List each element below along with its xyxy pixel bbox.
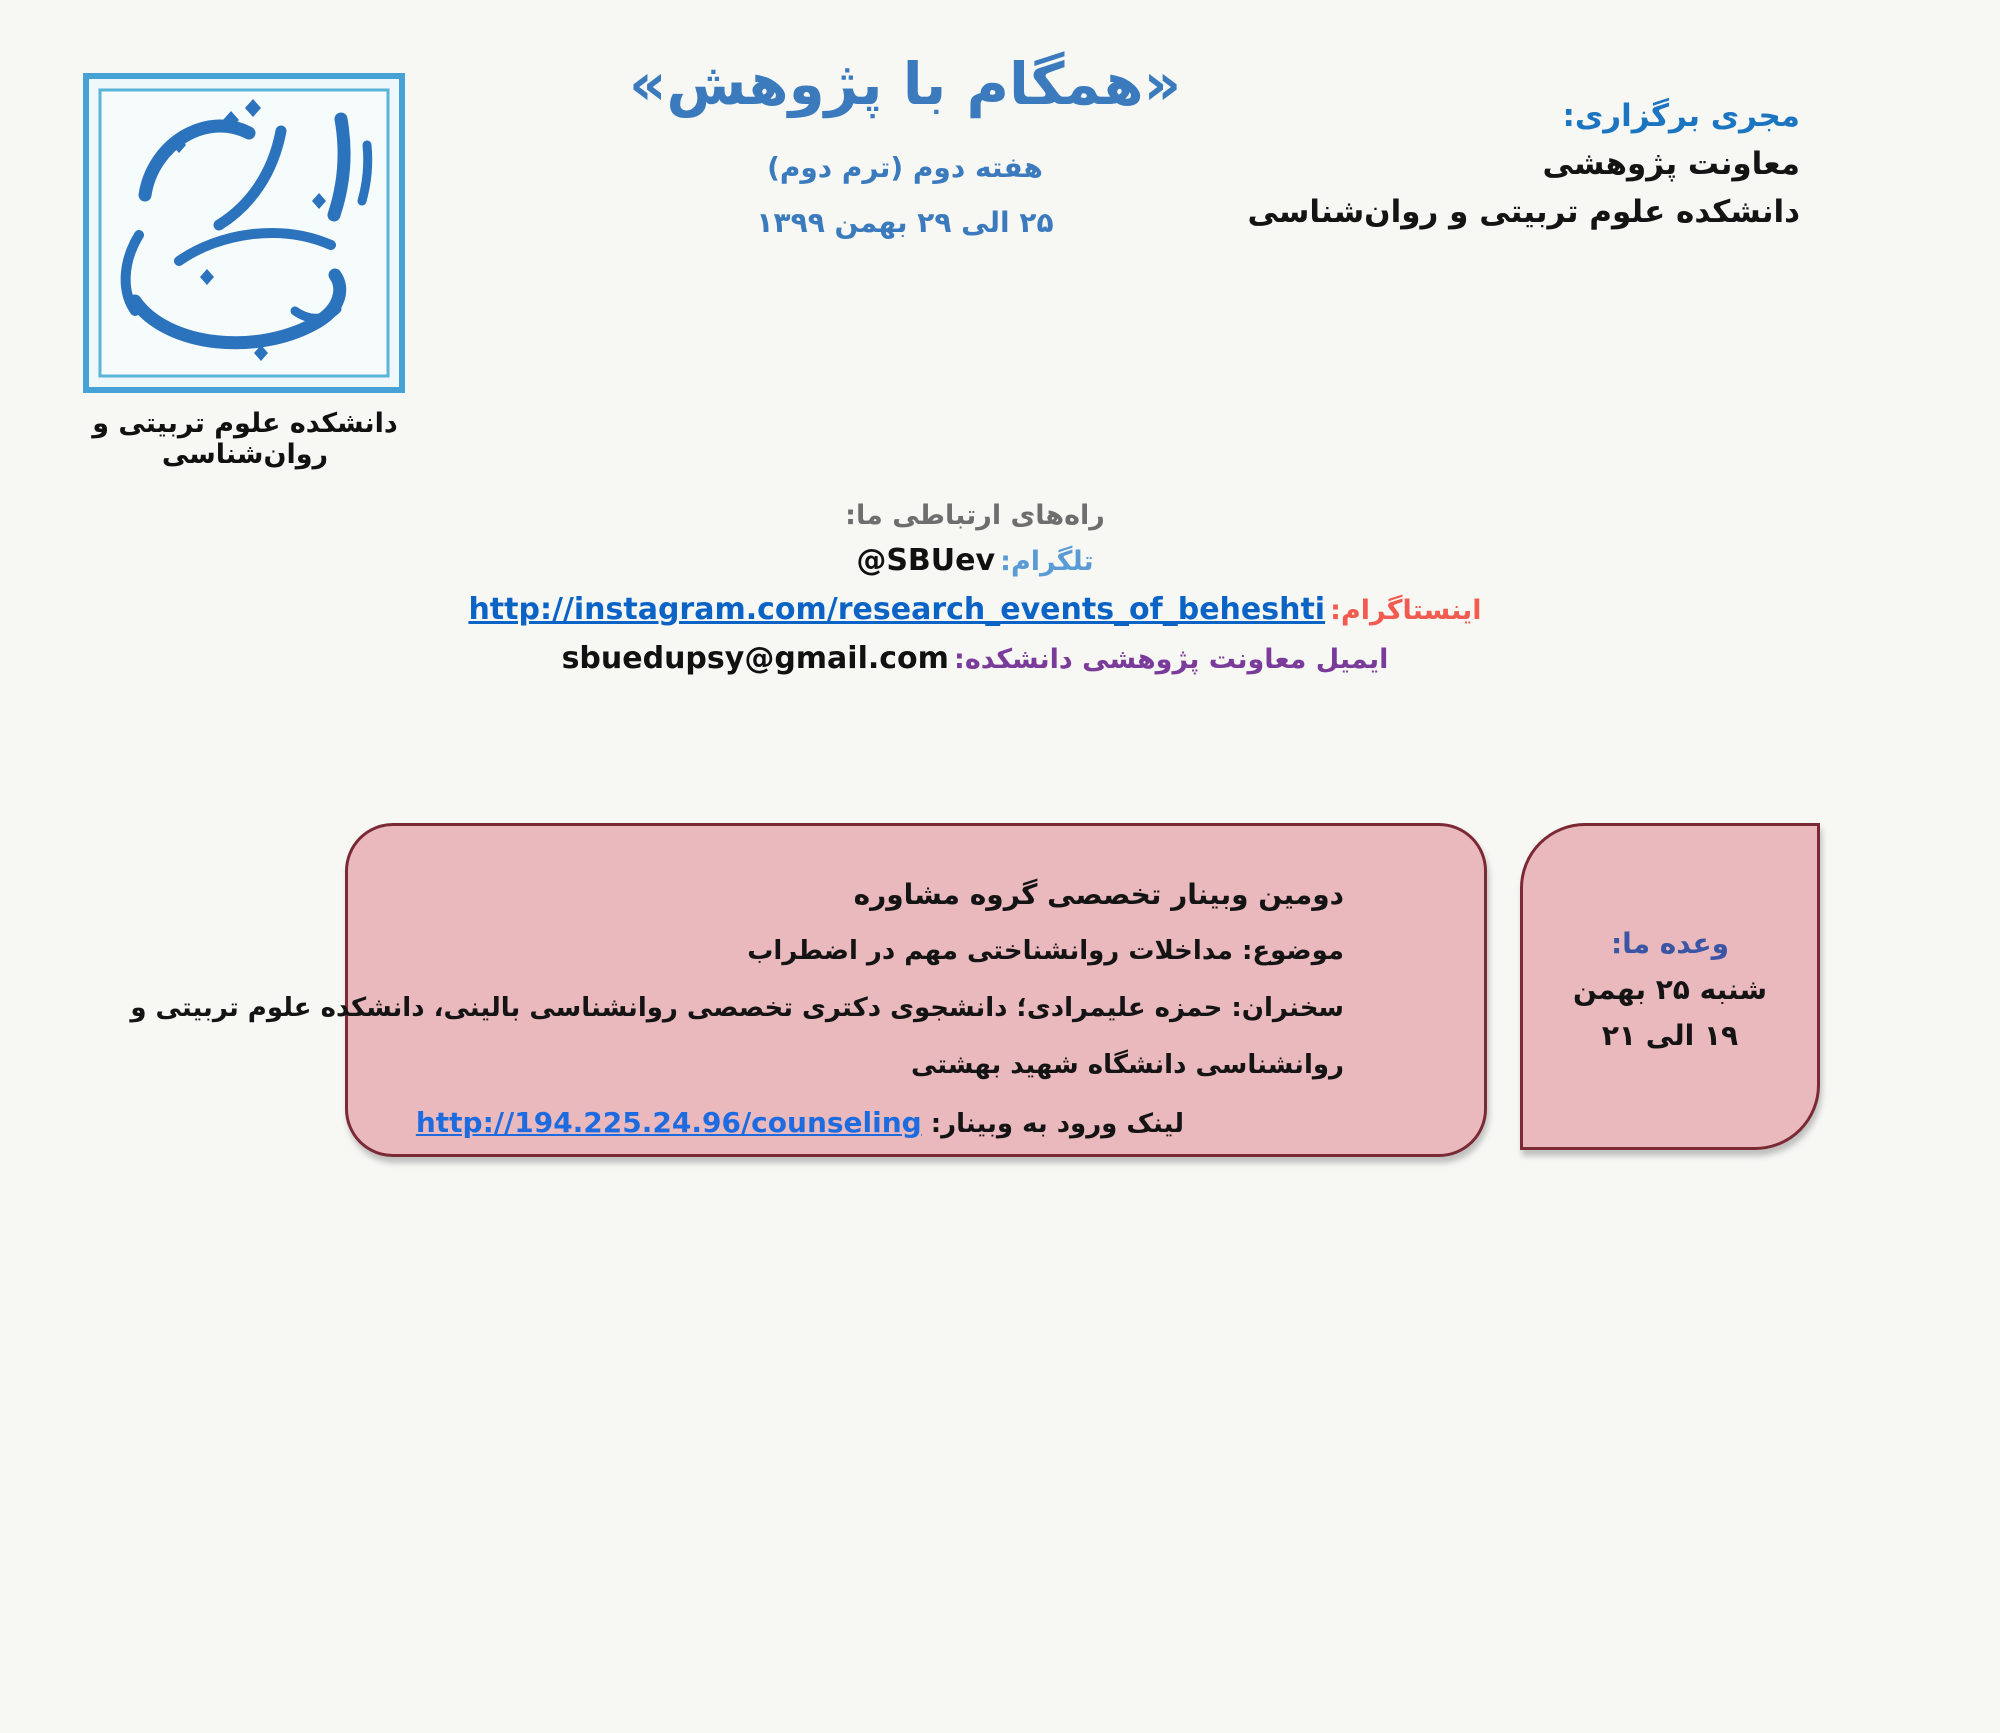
schedule-date: شنبه ۲۵ بهمن [1572, 972, 1768, 1006]
organizer-label: مجری برگزاری: [1562, 98, 1800, 134]
schedule-heading: وعده ما: [1610, 926, 1730, 960]
instagram-label: اینستاگرام: [1330, 595, 1482, 626]
university-logo [83, 73, 405, 393]
email-address: sbuedupsy@gmail.com [561, 641, 949, 676]
webinar-title: دومین وبینار تخصصی گروه مشاوره [853, 878, 1344, 911]
schedule-time: ۱۹ الی ۲۱ [1601, 1018, 1739, 1052]
webinar-link-line [388, 1094, 1344, 1153]
university-logo-graphic [83, 73, 405, 393]
email-label: ایمیل معاونت پژوهشی دانشکده: [954, 644, 1389, 675]
instagram-link[interactable]: http://instagram.com/research_events_of_beheshti [468, 592, 1326, 627]
contact-heading: راه‌های ارتباطی ما: [845, 500, 1105, 531]
organizer-line1: معاونت پژوهشی [1542, 146, 1800, 182]
organizer-line2: دانشکده علوم تربیتی و روان‌شناسی [1247, 194, 1800, 230]
page-title: «همگام با پژوهش» [628, 50, 1182, 118]
title-block [600, 48, 1210, 239]
contact-block [300, 493, 1650, 685]
week-subtitle: هفته دوم (ترم دوم) [767, 150, 1043, 184]
telegram-label: تلگرام: [1000, 546, 1094, 577]
telegram-handle: @SBUev [856, 543, 996, 578]
webinar-topic: موضوع: مداخلات روانشناختی مهم در اضطراب [747, 936, 1344, 966]
webinar-card [130, 823, 1487, 1157]
date-subtitle: ۲۵ الی ۲۹ بهمن ۱۳۹۹ [756, 205, 1054, 239]
faculty-caption: دانشکده علوم تربیتی و روان‌شناسی [92, 408, 398, 470]
telegram-line [300, 538, 1650, 587]
webinar-speaker-line2: روانشناسی دانشگاه شهید بهشتی [910, 1050, 1344, 1080]
webinar-link-label: لینک ورود به وبینار: [930, 1109, 1184, 1139]
organizer-block [1160, 92, 1800, 236]
instagram-line [300, 587, 1650, 636]
schedule-card [1520, 823, 1820, 1150]
webinar-entry-link[interactable]: http://194.225.24.96/counseling [415, 1106, 922, 1139]
email-line [300, 636, 1650, 685]
webinar-speaker-line1: سخنران: حمزه علیمرادی؛ دانشجوی دکتری تخصصی روانشناسی بالینی، دانشکده علوم تربیتی و [130, 993, 1344, 1023]
